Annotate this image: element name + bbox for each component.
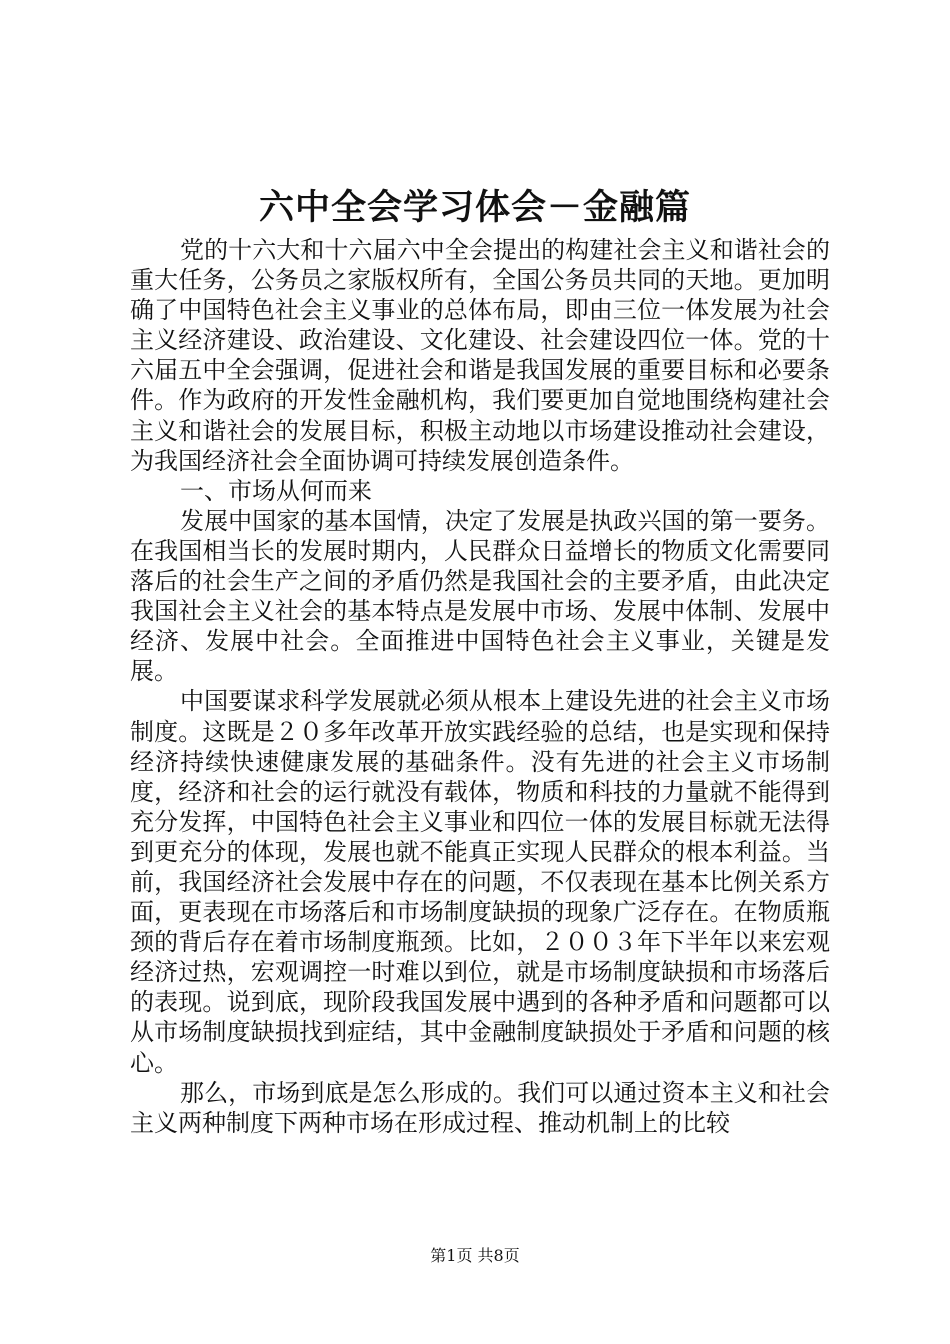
document-body	[130, 235, 830, 1138]
paragraph-intro: 党的十六大和十六届六中全会提出的构建社会主义和谐社会的重大任务，公务员之家版权所有，全国公务员共同的天地。更加明确了中国特色社会主义事业的总体布局，即由三位一体发展为社会主义经济建设、政治建设、文化建设、社会建设四位一体。党的十六届五中全会强调，促进社会和谐是我国发展的重要目标和必要条件。作为政府的开发性金融机构，我们要更加自觉地围绕构建社会主义和谐社会的发展目标，积极主动地以市场建设推动社会建设，为我国经济社会全面协调可持续发展创造条件。	[130, 236, 830, 475]
paragraph-market-origin: 那么，市场到底是怎么形成的。我们可以通过资本主义和社会主义两种制度下两种市场在形成过程、推动机制上的比较	[130, 1078, 830, 1137]
paragraph-development: 发展中国家的基本国情，决定了发展是执政兴国的第一要务。在我国相当长的发展时期内，人民群众日益增长的物质文化需要同落后的社会生产之间的矛盾仍然是我国社会的主要矛盾，由此决定我国社会主义社会的基本特点是发展中市场、发展中体制、发展中经济、发展中社会。全面推进中国特色社会主义事业，关键是发展。	[130, 506, 830, 686]
page-number: 第1页 共8页	[430, 1246, 520, 1265]
document-title: 六中全会学习体会－金融篇	[258, 187, 691, 228]
section-heading: 一、市场从何而来	[180, 476, 372, 505]
paragraph-market-system: 中国要谋求科学发展就必须从根本上建设先进的社会主义市场制度。这既是２０多年改革开放实践经验的总结，也是实现和保持经济持续快速健康发展的基础条件。没有先进的社会主义市场制度，经济和社会的运行就没有载体，物质和科技的力量就不能得到充分发挥，中国特色社会主义事业和四位一体的发展目标就无法得到更充分的体现，发展也就不能真正实现人民群众的根本利益。当前，我国经济社会发展中存在的问题，不仅表现在基本比例关系方面，更表现在市场落后和市场制度缺损的现象广泛存在。在物质瓶颈的背后存在着市场制度瓶颈。比如，２００３年下半年以来宏观经济过热，宏观调控一时难以到位，就是市场制度缺损和市场落后的表现。说到底，现阶段我国发展中遇到的各种矛盾和问题都可以从市场制度缺损找到症结，其中金融制度缺损处于矛盾和问题的核心。	[130, 687, 830, 1077]
